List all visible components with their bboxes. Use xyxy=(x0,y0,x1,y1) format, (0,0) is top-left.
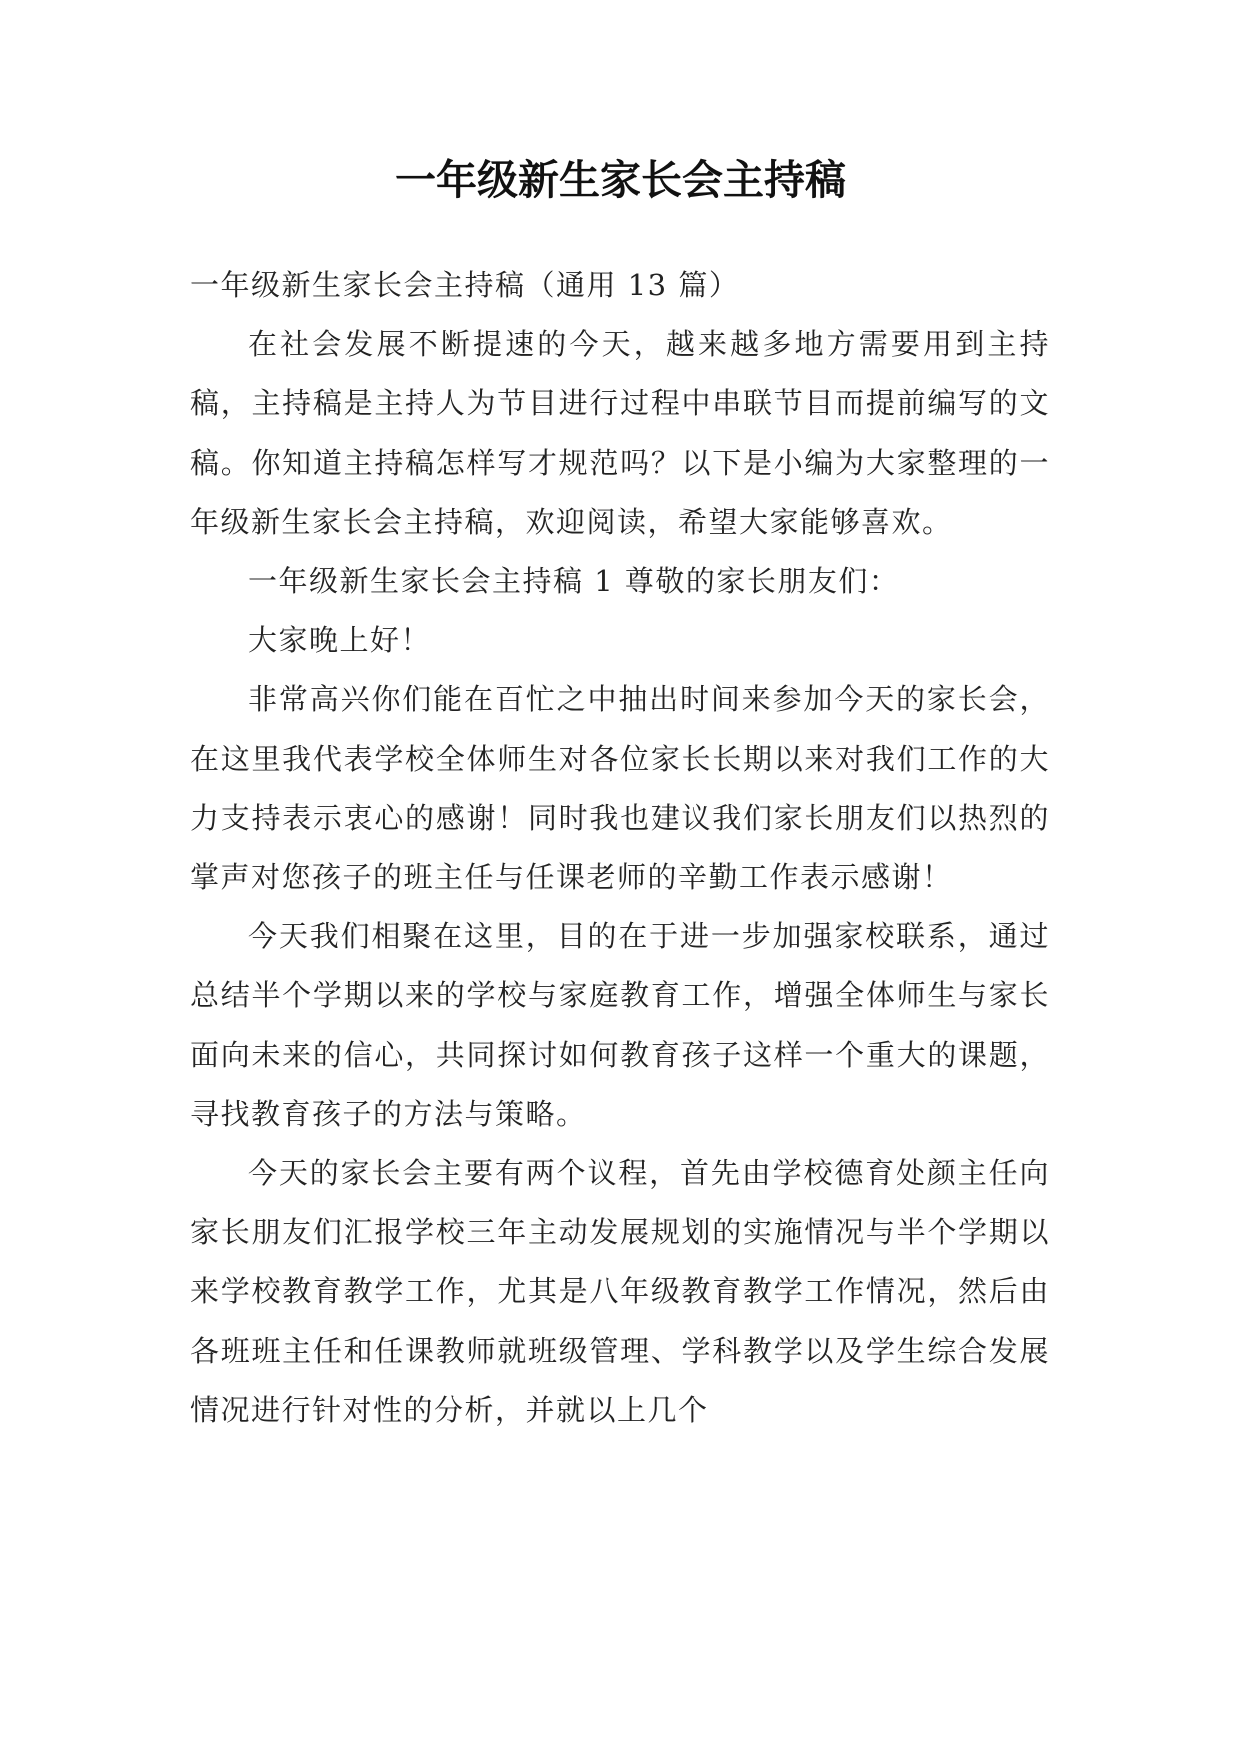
body-paragraph: 在社会发展不断提速的今天，越来越多地方需要用到主持稿，主持稿是主持人为节目进行过程中串联节目而提前编写的文稿。你知道主持稿怎样写才规范吗？以下是小编为大家整理的一年级新生家长会主持稿，欢迎阅读，希望大家能够喜欢。 xyxy=(190,327,1050,539)
body-paragraph: 大家晚上好！ xyxy=(248,623,432,658)
document-title: 一年级新生家长会主持稿 xyxy=(395,156,846,204)
body-paragraph: 今天的家长会主要有两个议程，首先由学校德育处颜主任向家长朋友们汇报学校三年主动发展规划的实施情况与半个学期以来学校教育教学工作，尤其是八年级教育教学工作情况，然后由各班班主任和任课教师就班级管理、学科教学以及学生综合发展情况进行针对性的分析，并就以上几个 xyxy=(190,1156,1050,1427)
body-paragraph: 今天我们相聚在这里，目的在于进一步加强家校联系，通过总结半个学期以来的学校与家庭教育工作，增强全体师生与家长面向未来的信心，共同探讨如何教育孩子这样一个重大的课题，寻找教育孩子的方法与策略。 xyxy=(190,919,1050,1131)
body-paragraph: 一年级新生家长会主持稿（通用 13 篇） xyxy=(190,268,740,302)
body-paragraph: 非常高兴你们能在百忙之中抽出时间来参加今天的家长会，在这里我代表学校全体师生对各位家长长期以来对我们工作的大力支持表示衷心的感谢！同时我也建议我们家长朋友们以热烈的掌声对您孩子的班主任与任课老师的辛勤工作表示感谢！ xyxy=(190,682,1050,895)
document-body xyxy=(190,256,1050,1440)
body-paragraph: 一年级新生家长会主持稿 1 尊敬的家长朋友们： xyxy=(248,564,900,599)
